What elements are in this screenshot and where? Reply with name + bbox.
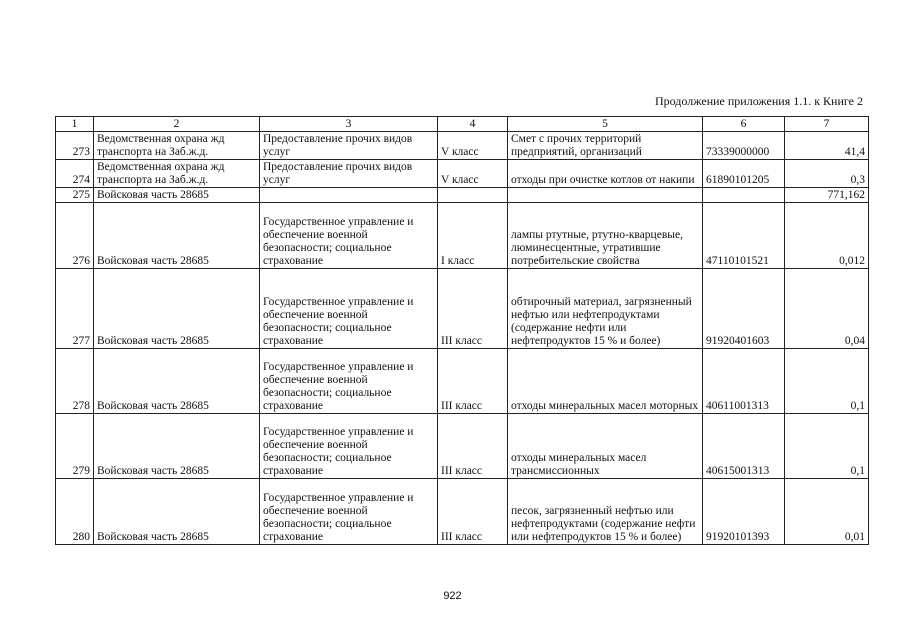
header-row bbox=[56, 117, 869, 132]
row-number: 280 bbox=[56, 479, 94, 545]
hazard-class-cell: III класс bbox=[438, 414, 508, 479]
organization-cell: Войсковая часть 28685 bbox=[94, 349, 260, 414]
waste-table bbox=[55, 116, 869, 545]
activity-cell: Государственное управление и обеспечение военной безопасности; социальное страхование bbox=[260, 349, 438, 414]
row-number: 275 bbox=[56, 188, 94, 203]
waste-code-cell: 40615001313 bbox=[703, 414, 785, 479]
waste-code-cell: 61890101205 bbox=[703, 160, 785, 188]
column-header-6: 6 bbox=[703, 117, 785, 132]
table-row bbox=[56, 160, 869, 188]
quantity-cell: 771,162 bbox=[785, 188, 869, 203]
hazard-class-cell: V класс bbox=[438, 160, 508, 188]
table-row bbox=[56, 414, 869, 479]
table-row bbox=[56, 132, 869, 160]
hazard-class-cell: III класс bbox=[438, 269, 508, 349]
table-row bbox=[56, 188, 869, 203]
table-row bbox=[56, 349, 869, 414]
organization-cell: Войсковая часть 28685 bbox=[94, 269, 260, 349]
table-row bbox=[56, 203, 869, 269]
activity-cell: Предоставление прочих видов услуг bbox=[260, 132, 438, 160]
waste-code-cell: 40611001313 bbox=[703, 349, 785, 414]
waste-code-cell: 47110101521 bbox=[703, 203, 785, 269]
activity-cell: Государственное управление и обеспечение военной безопасности; социальное страхование bbox=[260, 203, 438, 269]
activity-cell bbox=[260, 188, 438, 203]
row-number: 278 bbox=[56, 349, 94, 414]
waste-name-cell: Смет с прочих территорий предприятий, организаций bbox=[508, 132, 703, 160]
quantity-cell: 0,1 bbox=[785, 414, 869, 479]
page-number: 922 bbox=[443, 590, 462, 602]
organization-cell: Войсковая часть 28685 bbox=[94, 479, 260, 545]
row-number: 279 bbox=[56, 414, 94, 479]
organization-cell: Ведомственная охрана жд транспорта на Заб.ж.д. bbox=[94, 160, 260, 188]
organization-cell: Войсковая часть 28685 bbox=[94, 203, 260, 269]
column-header-2: 2 bbox=[94, 117, 260, 132]
hazard-class-cell: III класс bbox=[438, 349, 508, 414]
organization-cell: Войсковая часть 28685 bbox=[94, 414, 260, 479]
quantity-cell: 41,4 bbox=[785, 132, 869, 160]
column-header-7: 7 bbox=[785, 117, 869, 132]
waste-code-cell: 73339000000 bbox=[703, 132, 785, 160]
waste-name-cell: отходы минеральных масел моторных bbox=[508, 349, 703, 414]
column-header-1: 1 bbox=[56, 117, 94, 132]
hazard-class-cell bbox=[438, 188, 508, 203]
waste-code-cell: 91920101393 bbox=[703, 479, 785, 545]
table-row bbox=[56, 479, 869, 545]
waste-code-cell: 91920401603 bbox=[703, 269, 785, 349]
waste-name-cell: отходы минеральных масел трансмиссионных bbox=[508, 414, 703, 479]
row-number: 277 bbox=[56, 269, 94, 349]
waste-name-cell: обтирочный материал, загрязненный нефтью или нефтепродуктами (содержание нефти или нефтепродуктов 15 % и более) bbox=[508, 269, 703, 349]
row-number: 274 bbox=[56, 160, 94, 188]
quantity-cell: 0,01 bbox=[785, 479, 869, 545]
activity-cell: Государственное управление и обеспечение военной безопасности; социальное страхование bbox=[260, 479, 438, 545]
column-header-3: 3 bbox=[260, 117, 438, 132]
quantity-cell: 0,04 bbox=[785, 269, 869, 349]
row-number: 273 bbox=[56, 132, 94, 160]
column-header-4: 4 bbox=[438, 117, 508, 132]
table-row bbox=[56, 269, 869, 349]
hazard-class-cell: V класс bbox=[438, 132, 508, 160]
organization-cell: Войсковая часть 28685 bbox=[94, 188, 260, 203]
row-number: 276 bbox=[56, 203, 94, 269]
waste-name-cell: песок, загрязненный нефтью или нефтепродуктами (содержание нефти или нефтепродуктов 15 % и более) bbox=[508, 479, 703, 545]
hazard-class-cell: I класс bbox=[438, 203, 508, 269]
hazard-class-cell: III класс bbox=[438, 479, 508, 545]
activity-cell: Государственное управление и обеспечение военной безопасности; социальное страхование bbox=[260, 414, 438, 479]
column-header-5: 5 bbox=[508, 117, 703, 132]
organization-cell: Ведомственная охрана жд транспорта на Заб.ж.д. bbox=[94, 132, 260, 160]
quantity-cell: 0,012 bbox=[785, 203, 869, 269]
activity-cell: Государственное управление и обеспечение военной безопасности; социальное страхование bbox=[260, 269, 438, 349]
activity-cell: Предоставление прочих видов услуг bbox=[260, 160, 438, 188]
waste-name-cell: отходы при очистке котлов от накипи bbox=[508, 160, 703, 188]
waste-name-cell: лампы ртутные, ртутно-кварцевые, люминесцентные, утратившие потребительские свойства bbox=[508, 203, 703, 269]
waste-code-cell bbox=[703, 188, 785, 203]
page-caption: Продолжение приложения 1.1. к Книге 2 bbox=[654, 94, 863, 108]
waste-name-cell bbox=[508, 188, 703, 203]
quantity-cell: 0,1 bbox=[785, 349, 869, 414]
quantity-cell: 0,3 bbox=[785, 160, 869, 188]
